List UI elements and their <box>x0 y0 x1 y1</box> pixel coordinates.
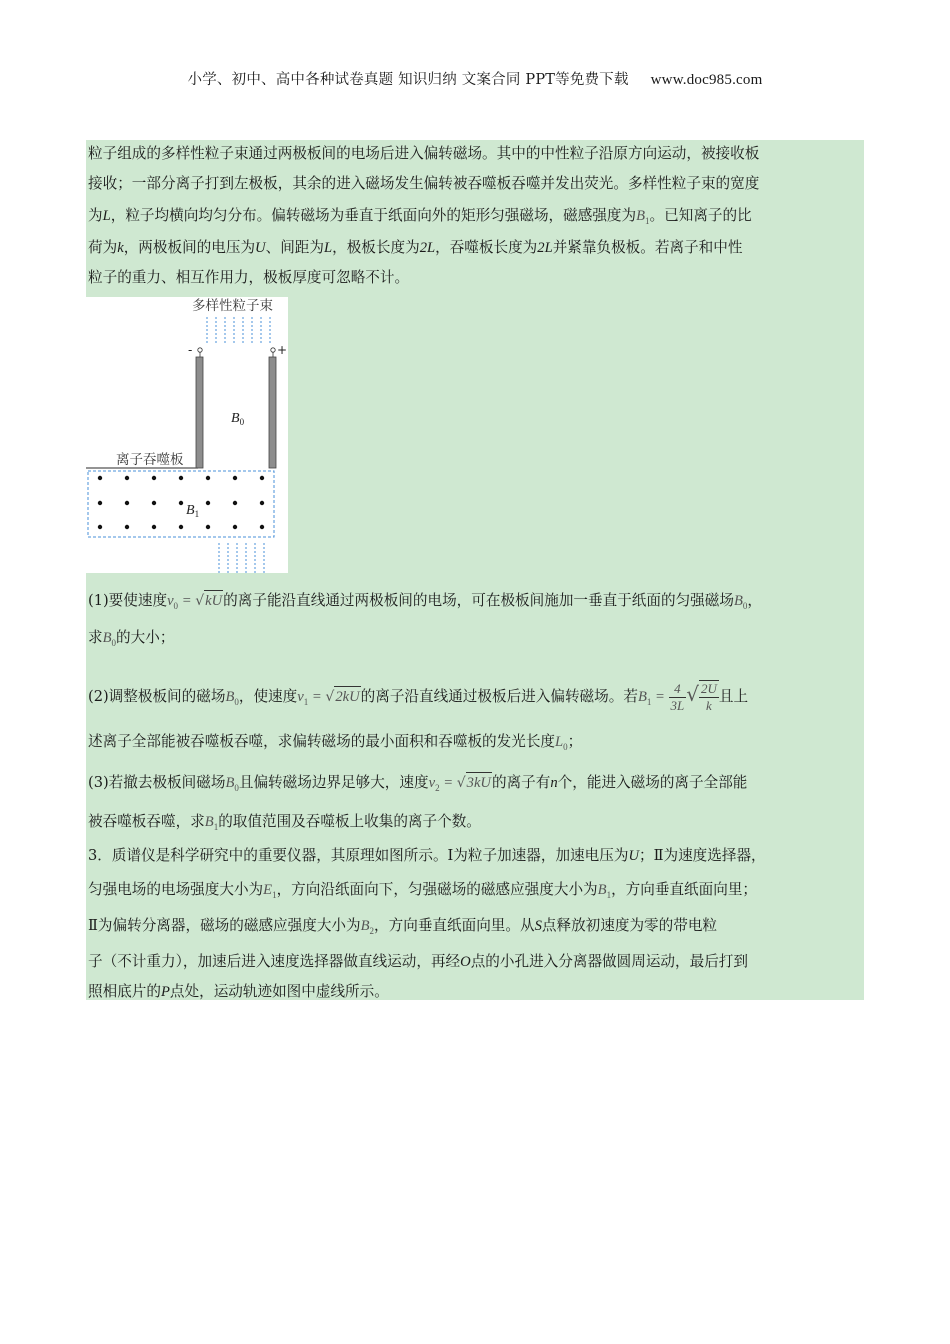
apparatus-figure <box>86 297 288 573</box>
q2-line-2: 述离子全部能被吞噬板吞噬，求偏转磁场的最小面积和吞噬板的发光长度$L_0$； <box>88 733 583 752</box>
b1-label: $B_1$ <box>186 503 200 519</box>
negative-terminal <box>198 348 202 352</box>
intro-line-4: 荷为k，两极板间的电压为U、间距为L，极板长度为2L，吞噬板长度为2L并紧靠负极板。若离子和中性 <box>88 239 743 256</box>
beam-label: 多样性粒子束 <box>192 298 273 314</box>
header-site: www.doc985.com <box>650 72 763 88</box>
page-header <box>0 68 950 89</box>
q1-line-1: (1)要使速度$v_0 = √kU$的离子能沿直线通过两极板间的电场，可在极板间施加一垂直于纸面的匀强磁场$B_0$， <box>88 592 762 611</box>
intro-line-5: 粒子的重力、相互作用力，极板厚度可忽略不计。 <box>88 269 410 286</box>
negative-plate <box>196 357 203 468</box>
positive-plate <box>269 357 276 468</box>
plus-sign: + <box>277 343 288 357</box>
intro-line-1: 粒子组成的多样性粒子束通过两极板间的电场后进入偏转磁场。其中的中性粒子沿原方向运动，被接收板 <box>88 145 760 162</box>
q3-line-2: 被吞噬板吞噬，求$B_1$的取值范围及吞噬板上收集的离子个数。 <box>88 813 481 832</box>
p3-line-4: 子（不计重力），加速后进入速度选择器做直线运动，再经O点的小孔进入分离器做圆周运动，最后打到 <box>88 953 748 970</box>
incoming-beam <box>207 317 270 343</box>
b0-label: $B_0$ <box>231 411 245 427</box>
plate-label: 离子吞噬板 <box>116 452 184 468</box>
q2-line-1: (2)调整极板间的磁场$B_0$，使速度$v_1 = √2kU$的离子沿直线通过极板后进入偏转磁场。若$B_1$ = $\frac{4}{3L}$ √ $\frac{2U}{k}$ 且上 <box>88 680 749 713</box>
outgoing-beam <box>219 543 264 573</box>
intro-line-2: 接收；一部分离子打到左极板，其余的进入磁场发生偏转被吞噬板吞噬并发出荧光。多样性粒子束的宽度 <box>88 175 760 192</box>
header-text: 小学、初中、高中各种试卷真题 知识归纳 文案合同 PPT等免费下载 <box>187 72 629 88</box>
p3-line-3: Ⅱ为偏转分离器，磁场的磁感应强度大小为$B_2$，方向垂直纸面向里。从S点释放初速度为零的带电粒 <box>88 917 718 936</box>
field-dots <box>98 476 264 529</box>
minus-sign: - <box>188 343 193 357</box>
positive-terminal <box>271 348 275 352</box>
apparatus-diagram <box>86 297 288 573</box>
q3-line-1: (3)若撤去极板间磁场$B_0$且偏转磁场边界足够大，速度$v_2 = √3kU$的离子有n个，能进入磁场的离子全部能 <box>88 774 748 793</box>
intro-line-3: 为L，粒子均横向均匀分布。偏转磁场为垂直于纸面向外的矩形匀强磁场，磁感强度为$B_1$。已知离子的比 <box>88 207 752 226</box>
p3-line-1: 3．质谱仪是科学研究中的重要仪器，其原理如图所示。Ⅰ为粒子加速器，加速电压为U；Ⅱ为速度选择器， <box>88 847 766 864</box>
q1-line-2: 求$B_0$的大小； <box>88 629 175 648</box>
p3-line-5: 照相底片的P点处，运动轨迹如图中虚线所示。 <box>88 983 389 1000</box>
p3-line-2: 匀强电场的电场强度大小为$E_1$，方向沿纸面向下，匀强磁场的磁感应强度大小为$B_1$，方向垂直纸面向里； <box>88 881 758 900</box>
